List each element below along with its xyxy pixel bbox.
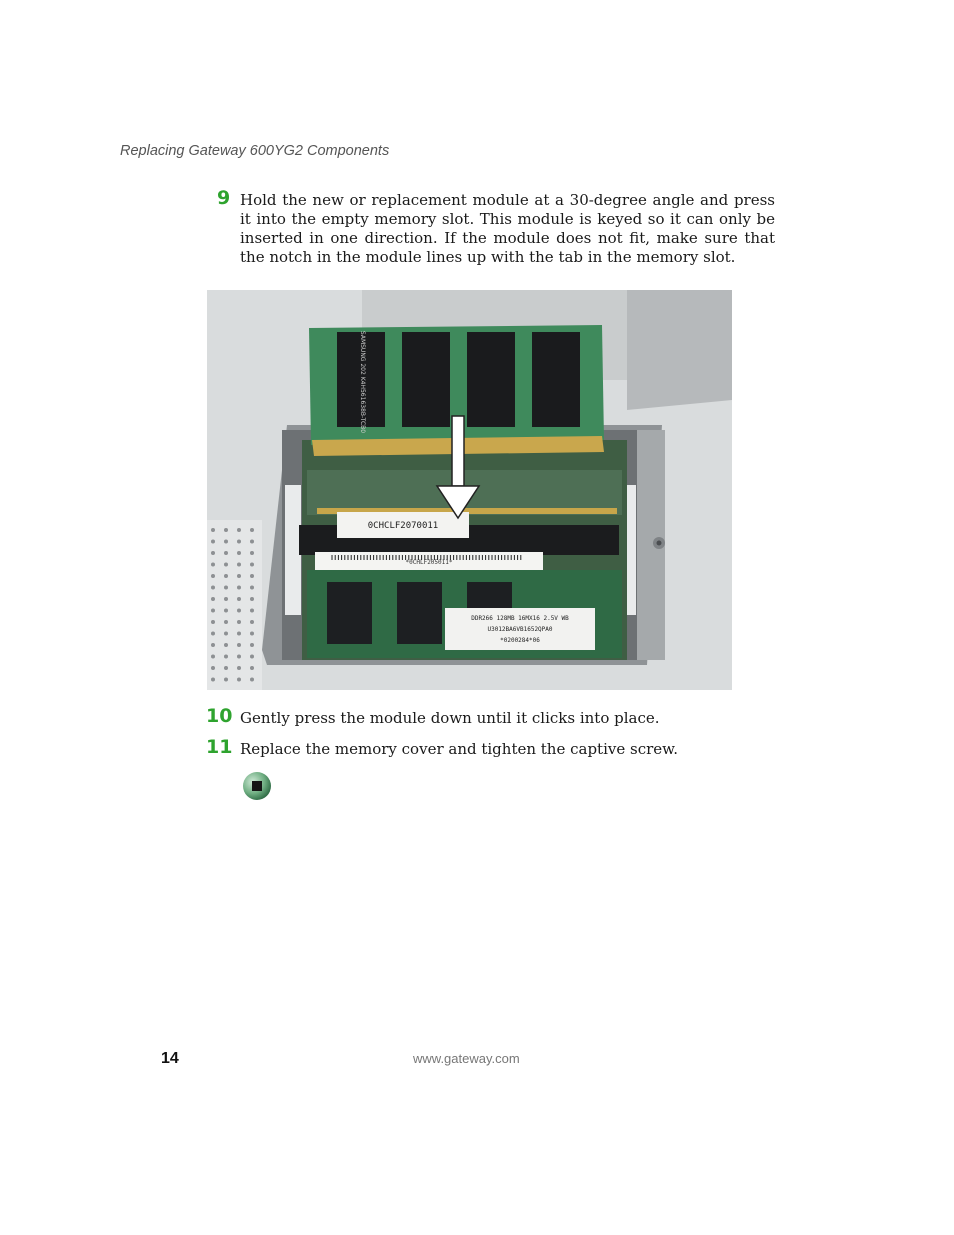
grille-dot bbox=[237, 666, 241, 670]
end-of-procedure-icon bbox=[242, 771, 272, 801]
step-9-text: Hold the new or replacement module at a 30-degree angle and press it into the empty memory slot. This module is keyed so it can only be inserted in one direction. If the module does not fit, make sure that the notch in the module lines up with the tab in the memory slot. bbox=[240, 191, 775, 266]
grille-dot bbox=[237, 528, 241, 532]
grille-dot bbox=[250, 574, 254, 578]
slot-label: *0CHLF205011* bbox=[405, 559, 453, 566]
grille-dot bbox=[224, 540, 228, 544]
grille-dot bbox=[237, 609, 241, 613]
grille-dot bbox=[211, 666, 215, 670]
grille-dot bbox=[211, 597, 215, 601]
grille-dot bbox=[224, 666, 228, 670]
grille-dot bbox=[250, 586, 254, 590]
grille-dot bbox=[211, 609, 215, 613]
grille-dot bbox=[237, 597, 241, 601]
grille-dot bbox=[224, 563, 228, 567]
module-label-line-3: *0200284*06 bbox=[500, 637, 540, 644]
grille-dot bbox=[237, 540, 241, 544]
step-10-text: Gently press the module down until it clicks into place. bbox=[240, 709, 660, 727]
grille-dot bbox=[237, 551, 241, 555]
grille-dot bbox=[237, 655, 241, 659]
grille-dot bbox=[237, 678, 241, 682]
grille-dot bbox=[250, 597, 254, 601]
step-11-number: 11 bbox=[206, 736, 233, 758]
new-module-label: 0CHCLF2070011 bbox=[367, 521, 439, 531]
page-number: 14 bbox=[161, 1050, 179, 1067]
grille-dot bbox=[224, 609, 228, 613]
module-label-line-1: DDR266 128MB 16MX16 2.5V WB bbox=[471, 615, 569, 622]
grille-dot bbox=[211, 643, 215, 647]
grille-dot bbox=[211, 678, 215, 682]
grille-dot bbox=[250, 678, 254, 682]
grille-dot bbox=[237, 620, 241, 624]
grille-dot bbox=[224, 574, 228, 578]
memory-module-photo bbox=[207, 290, 732, 690]
grille-dot bbox=[224, 632, 228, 636]
grille-dot bbox=[211, 586, 215, 590]
grille-dot bbox=[250, 609, 254, 613]
grille-dot bbox=[211, 620, 215, 624]
grille-dot bbox=[250, 666, 254, 670]
grille-dot bbox=[237, 632, 241, 636]
grille-dot bbox=[224, 643, 228, 647]
grille-dot bbox=[250, 528, 254, 532]
grille-dot bbox=[224, 586, 228, 590]
grille-dot bbox=[224, 597, 228, 601]
grille-dot bbox=[224, 655, 228, 659]
grille-dot bbox=[211, 528, 215, 532]
grille-dot bbox=[250, 655, 254, 659]
step-10-number: 10 bbox=[206, 705, 233, 727]
footer-url: www.gateway.com bbox=[413, 1051, 520, 1066]
chip-text: SAMSUNG 202 K4H561638B-TCB0 bbox=[359, 330, 366, 434]
module-label-line-2: U3012BA6VB1652QPA0 bbox=[487, 626, 553, 633]
grille-dot bbox=[211, 551, 215, 555]
grille-dot bbox=[224, 678, 228, 682]
grille-dot bbox=[211, 632, 215, 636]
grille-dot bbox=[237, 574, 241, 578]
grille-dot bbox=[250, 540, 254, 544]
step-9-number: 9 bbox=[217, 187, 231, 209]
grille-dot bbox=[250, 632, 254, 636]
grille-dot bbox=[237, 586, 241, 590]
grille-dot bbox=[211, 540, 215, 544]
speaker-grille bbox=[207, 520, 262, 690]
grille-dot bbox=[250, 551, 254, 555]
grille-dot bbox=[237, 643, 241, 647]
grille-dot bbox=[250, 620, 254, 624]
grille-dot bbox=[224, 551, 228, 555]
grille-dot bbox=[237, 563, 241, 567]
step-11-text: Replace the memory cover and tighten the captive screw. bbox=[240, 740, 678, 758]
grille-dot bbox=[211, 574, 215, 578]
grille-dot bbox=[224, 620, 228, 624]
grille-dot bbox=[250, 563, 254, 567]
grille-dot bbox=[224, 528, 228, 532]
grille-dot bbox=[250, 643, 254, 647]
grille-dot bbox=[211, 563, 215, 567]
grille-dot bbox=[211, 655, 215, 659]
running-header: Replacing Gateway 600YG2 Components bbox=[120, 143, 390, 159]
